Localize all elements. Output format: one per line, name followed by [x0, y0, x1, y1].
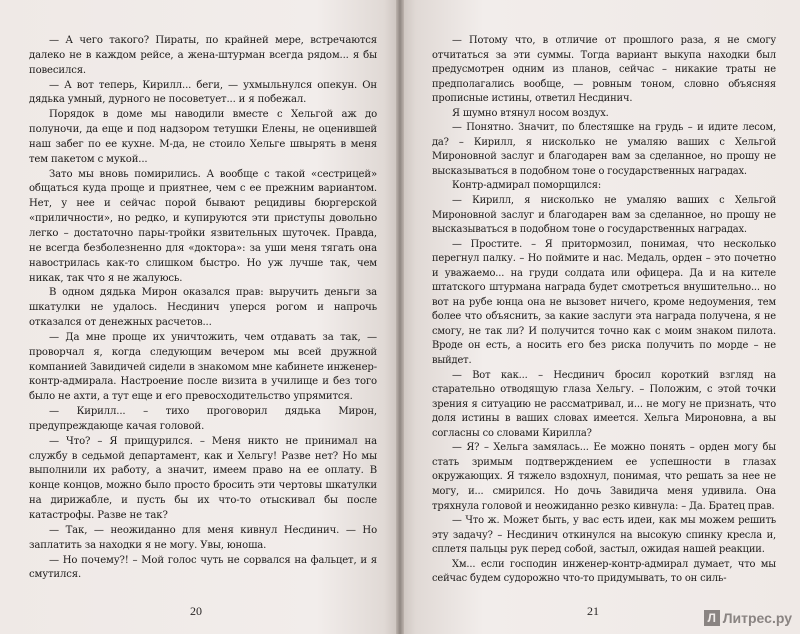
paragraph: Контр-адмирал поморщился:: [452, 180, 601, 192]
paragraph: Зато мы вновь помирились. А вообще с такой «сестрицей» общаться куда проще и приятнее, чем с ее прежним вариантом. Нет, у нее и сейчас порой бывают рецидивы бюргерской «приличности», но редко, и купируются эти приступы довольно легко – достаточно пары-тройки язвительных шуточек. Правда, не всегда безболезненно для «доктора»: за уши меня тягать она навострилась как-то слишком быстро. Но уж лучше так, чем никак, так что я не жалуюсь.: [29, 168, 377, 284]
paragraph: — Кирилл, я нисколько не умаляю ваших с Хельгой Мироновной заслуг и благодарен вам за сделанное, но прошу не высказываться в подобном тоне о государственных наградах.: [432, 195, 776, 236]
page-number: 20: [190, 604, 202, 618]
paragraph: — Вот как... – Несдинич бросил короткий взгляд на старательно отводящую глаза Хельгу. – Положим, с этой точки зрения я ситуацию не рассматривал, и... не могу не признать, что доля истины в ваших словах имеется. Хельга Мироновна, а вы согласны со словами Кирилла?: [432, 369, 776, 439]
paragraph: В одном дядька Мирон оказался прав: выручить деньги за шкатулки не удалось. Несдинич уперся рогом и напрочь отказался от денежных расчетов...: [29, 287, 377, 329]
left-page-text: [29, 34, 377, 583]
paragraph: — Кирилл... – тихо проговорил дядька Мирон, предупреждающе качая головой.: [29, 406, 377, 432]
page-number: 21: [587, 604, 599, 618]
right-page: [404, 0, 800, 634]
paragraph: — Что ж. Может быть, у вас есть идеи, как мы можем решить эту задачу? – Несдинич откинулся на высокую спинку кресла и, сплетя пальцы рук перед собой, застыл, ожидая нашей реакции.: [432, 515, 776, 556]
paragraph: — Но почему?! – Мой голос чуть не сорвался на фальцет, и я смутился.: [29, 554, 377, 581]
paragraph: — Да мне проще их уничтожить, чем отдавать за так, — проворчал я, когда следующим вечером мы всей дружной компанией Завидичей сидели в знакомом мне кабинете инженер-контр-адмирала. Настроение после визита в училище и без того было не ахти, а тут еще и его превосходительство упрямится.: [29, 331, 377, 403]
paragraph: — Понятно. Значит, по блестяшке на грудь – и идите лесом, да? – Кирилл, я нисколько не умаляю ваших с Хельгой Мироновной заслуг и благодарен вам за сделанное, но прошу не высказываться в подобном тоне о государственных наградах.: [432, 122, 776, 177]
watermark-text: Литрес.ру: [722, 610, 792, 626]
litres-logo-icon: Л: [704, 610, 720, 626]
paragraph: — Так, — неожиданно для меня кивнул Несдинич. — Но заплатить за находки я не могу. Увы, юноша.: [29, 524, 377, 551]
paragraph: — Я? – Хельга замялась... Ее можно понять – орден могу бы стать зримым подтверждением ее успешности в глазах окружающих. Я тяжело вздохнул, понимая, что решать за нее не могу, и... смирился. Но дочь Завидича меня удивила. Она тряхнула головой и неожиданно резко кивнула: – Да. Братец прав.: [432, 442, 776, 512]
paragraph: — Потому что, в отличие от прошлого раза, я не смогу отчитаться за эти суммы. Тогда вариант выкупа находки был предусмотрен одним из планов, сейчас – никакие траты не предполагались вообще, — ровным тоном, словно объясняя прописные истины, ответил Несдинич.: [432, 35, 776, 105]
paragraph: — Что? – Я прищурился. – Меня никто не принимал на службу в седьмой департамент, как и Хельгу! Разве нет? Но мы выполнили их работу, а значит, имеем право на ее оплату. В конце концов, можно было просто бросить эти чертовы шкатулки на дирижабле, и пусть бы их что-то отыскивал бы после катастрофы. Разве не так?: [29, 435, 377, 521]
paragraph: — Простите. – Я притормозил, понимая, что несколько перегнул палку. – Но поймите и нас. Медаль, орден – это почетно и уважаемо... на груди солдата или офицера. Да и на кителе штатского штурмана награда будет смотреться внушительно... но вот на рубе юнца она не вызовет ничего, кроме недоумения, тем более что объяснить, за какие заслуги эта награда получена, я не смогу, не так ли? И получится точно как с моим знаком пилота. Вроде он есть, а носить его без риска получить по морде – не выйдет.: [432, 238, 776, 367]
paragraph: Порядок в доме мы наводили вместе с Хельгой аж до полуночи, да еще и под надзором тетушки Елены, не оценившей наш забег по ее кухне. М-да, не стоило Хельге швырять в меня тем пакетом с мукой...: [29, 109, 377, 165]
left-page: [0, 0, 396, 634]
paragraph: Я шумно втянул носом воздух.: [452, 107, 609, 119]
paragraph: Хм... если господин инженер-контр-адмирал думает, что мы сейчас будем судорожно что-то придумывать, то он силь-: [432, 558, 776, 585]
paragraph: — А вот теперь, Кирилл... беги, — ухмыльнулся опекун. Он дядька умный, дурного не посоветует... и я побежал.: [29, 79, 377, 106]
book-gutter: [396, 0, 404, 634]
watermark-logo: [704, 608, 792, 628]
paragraph: — А чего такого? Пираты, по крайней мере, встречаются далеко не в каждом рейсе, а жена-штурман всегда рядом... я бы повесился.: [29, 35, 377, 76]
right-page-text: [432, 34, 776, 587]
